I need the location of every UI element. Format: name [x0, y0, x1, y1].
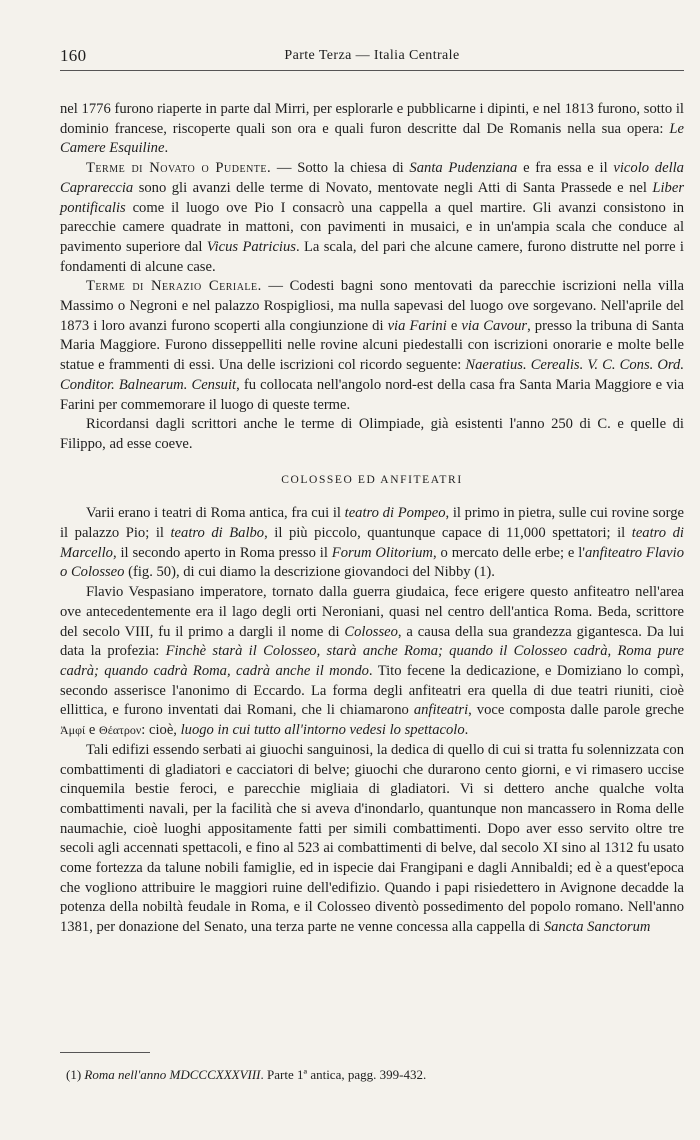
paragraph-teatri: Varii erano i teatri di Roma antica, fra cui il teatro di Pompeo, il primo in pietra, sulle cui rovine sorge il palazzo Pio; il teatro di Balbo, il più piccolo, quantunque capace di 11,000 spettatori; il teatro di Marcello, il secondo aperto in Roma presso il Forum Olitorium, o mercato delle erbe; e l'anfiteatro Flavio o Colosseo (fig. 50), di cui diamo la descrizione giovandoci del Nibby (1).: [60, 505, 685, 581]
footnote-divider: [60, 1052, 150, 1053]
footnote-text: . Parte 1ª antica, pagg. 399-432.: [260, 1067, 427, 1082]
footnote: [66, 1066, 666, 1083]
paragraph-terme-nerazio: Terme di Nerazio Ceriale. — Codesti bagni sono mentovati da parecchie iscrizioni nella villa Massimo o Negroni e nel palazzo Rospigliosi, ma nulla sapevasi del luogo ove sorgevano. Nell'aprile del 1873 i loro avanzi furono scoperti alla congiunzione di via Farini e via Cavour, presso la tribuna di Santa Maria Maggiore. Furono disseppelliti nelle rovine alcuni piedestalli con iscrizioni onorarie e molte belle statue e frammenti di essi. Una delle iscrizioni col ricordo seguente: Naeratius. Cerealis. V. C. Cons. Ord. Conditor. Balnearum. Censuit, fu collocata nell'angolo nord-est della casa fra Santa Maria Maggiore e via Farini per commemorare il luogo di queste terme.: [60, 278, 685, 413]
paragraph-olimpiade: Ricordansi dagli scrittori anche le terme di Olimpiade, già esistenti l'anno 250 di C. e quelle di Filippo, ad esse coeve.: [60, 416, 684, 452]
subheading-terme-novato: Terme di Novato o Pudente.: [86, 160, 272, 177]
page-body: [60, 100, 684, 938]
paragraph-terme-novato: Terme di Novato o Pudente. — Sotto la chiesa di Santa Pudenziana e fra essa e il vicolo della Caprareccia sono gli avanzi delle terme di Novato, mentovate negli Atti di Santa Prassede e nel Liber pontificalis come il luogo ove Pio I consacrò una cappella a quel martire. Gli avanzi consistono in parecchie camere quadrate in mattoni, con pavimenti in musaici, e in un'ampia scala che conduce al pavimento superiore dal Vicus Patricius. La scala, del pari che alcune camere, furono distrutte nel porre i fondamenti di alcune case.: [60, 160, 684, 275]
running-title: Parte Terza — Italia Centrale: [284, 48, 460, 63]
section-title-colosseo: COLOSSEO ED ANFITEATRI: [281, 473, 463, 486]
footnote-title: Roma nell'anno MDCCCXXXVIII: [84, 1067, 261, 1082]
page-number: 160: [60, 46, 87, 65]
subheading-terme-nerazio: Terme di Nerazio Ceriale.: [86, 278, 262, 295]
page-header: [60, 42, 684, 71]
paragraph-vespasiano: Flavio Vespasiano imperatore, tornato dalla guerra giudaica, fece erigere questo anfiteatro nell'area ove antecedentemente era il lago degli orti Neroniani, quasi nel centro dell'antica Roma. Beda, scrittore del secolo VIII, fu il primo a dargli il nome di Colosseo, a causa della sua grandezza gigantesca. Da lui data la profezia: Finchè starà il Colosseo, starà anche Roma; quando il Colosseo cadrà, Roma pure cadrà; quando cadrà Roma, cadrà anche il mondo. Tito fecene la dedicazione, e Domiziano lo compì, secondo asserisce l'anonimo di Eccardo. La forma degli anfiteatri era quella di due teatri riuniti, cioè ellittica, e furono inventati dai Romani, che li chiamarono anfiteatri, voce composta dalle parole greche Ἀμφί e Θέατρον: cioè, luogo in cui tutto all'intorno vedesi lo spettacolo.: [60, 584, 684, 739]
paragraph-giuochi: Tali edifizi essendo serbati ai giuochi sanguinosi, la dedica di quello di cui si tratta fu solennizzata con combattimenti di gladiatori e cacciatori di belve; giuochi che durarono cento giorni, e vi rimasero uccise cinquemila bestie feroci, e parecchie migliaia di gladiatori. Vi si dettero anche qualche volta combattimenti navali, per la facilità che si aveva d'inondarlo, quantunque non mancassero in Roma delle naumachie, cioè luoghi appositamente fatti per simili combattimenti. Dopo aver esso servito oltre tre secoli agli accennati spettacoli, e fino al 523 ai combattimenti di belve, dal secolo XI sino al 1312 fu usato come fortezza da talune nobili famiglie, ed in ispecie dai Frangipani e dagli Annibaldi; ed è a quest'epoca che vogliono attribuire le maggiori ruine dell'edifizio. Quando i papi risiedettero in Avignone decadde la potenza della nobiltà feudale in Roma, e il Colosseo diventò possedimento del popolo romano. Nell'anno 1381, per donazione del Senato, una terza parte ne venne concessa alla cappella di Sancta Sanctorum: [60, 741, 684, 936]
footnote-marker: (1): [66, 1067, 82, 1082]
paragraph-catacombs-continued: nel 1776 furono riaperte in parte dal Mirri, per esplorarle e pubblicarne i dipinti, e nel 1813 furono, sotto il dominio francese, riscoperte quali son ora e quali furon descritte dal De Romanis nella sua opera: Le Camere Esquiline.: [60, 101, 684, 157]
